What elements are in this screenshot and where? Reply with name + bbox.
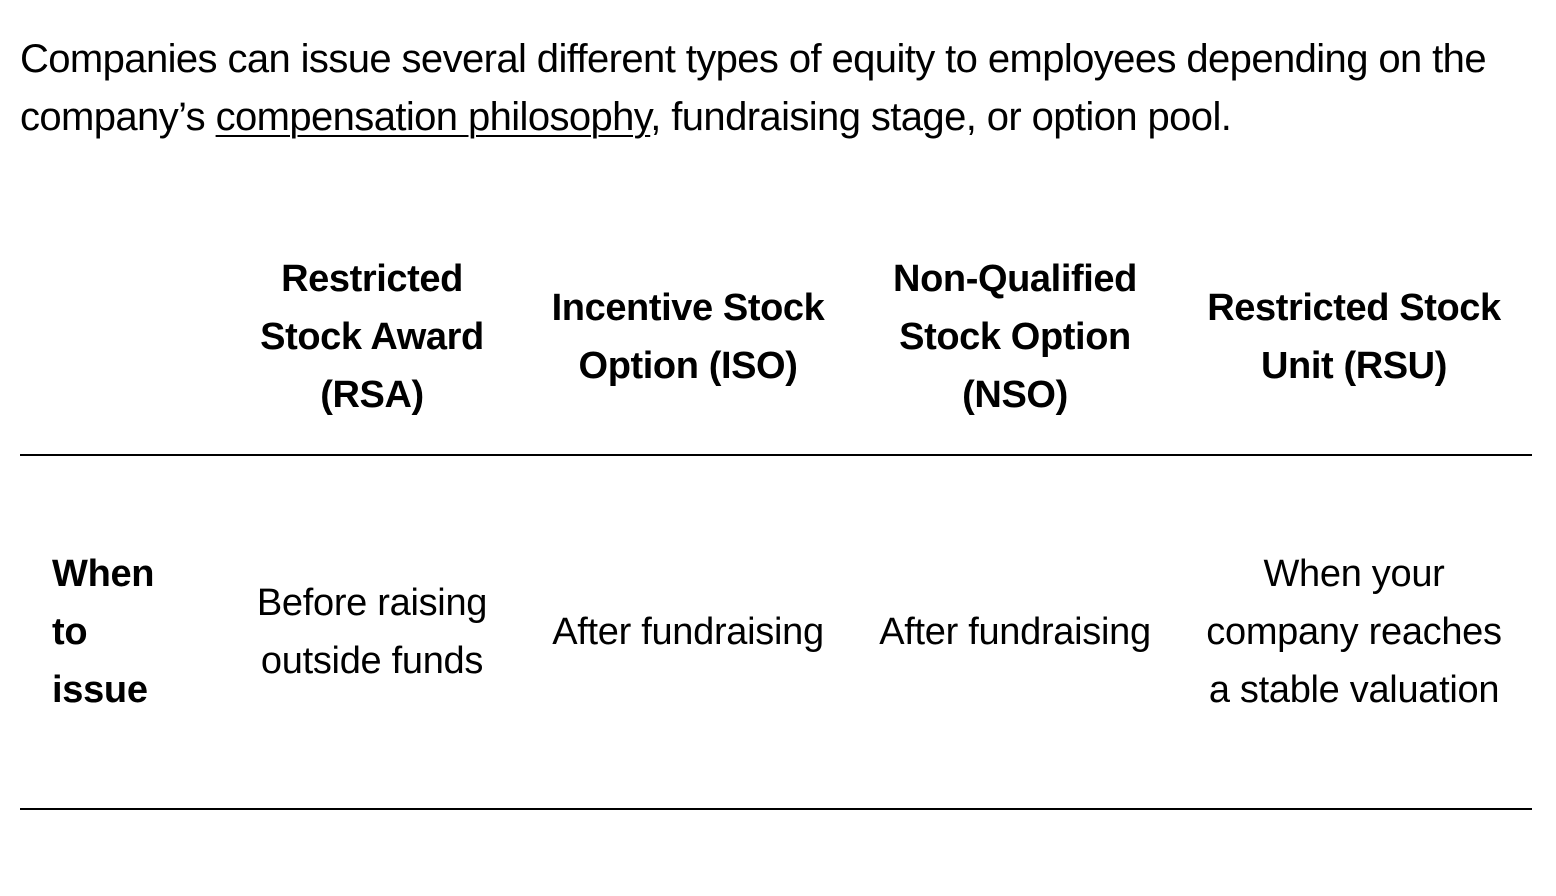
cell-nso-when: After fundraising bbox=[854, 455, 1176, 809]
cell-rsu-when: When your company reaches a stable valuation bbox=[1176, 455, 1532, 809]
intro-paragraph bbox=[20, 30, 1536, 146]
table-header-row bbox=[20, 220, 1532, 455]
cell-iso-when: After fundraising bbox=[522, 455, 854, 809]
equity-types-table bbox=[20, 220, 1532, 810]
header-empty bbox=[20, 220, 222, 455]
intro-text-after: , fundraising stage, or option pool. bbox=[650, 95, 1232, 139]
header-rsa: Restricted Stock Award (RSA) bbox=[222, 220, 522, 455]
row-label-when-to-issue: When to issue bbox=[20, 455, 222, 809]
header-nso: Non-Qualified Stock Option (NSO) bbox=[854, 220, 1176, 455]
header-iso: Incentive Stock Option (ISO) bbox=[522, 220, 854, 455]
intro-text-before: Companies can issue several different types of equity to employees depending on the company’s bbox=[20, 37, 1486, 139]
header-rsu: Restricted Stock Unit (RSU) bbox=[1176, 220, 1532, 455]
cell-rsa-when: Before raising outside funds bbox=[222, 455, 522, 809]
compensation-philosophy-link[interactable]: compensation philosophy bbox=[215, 95, 651, 139]
table-row bbox=[20, 455, 1532, 809]
